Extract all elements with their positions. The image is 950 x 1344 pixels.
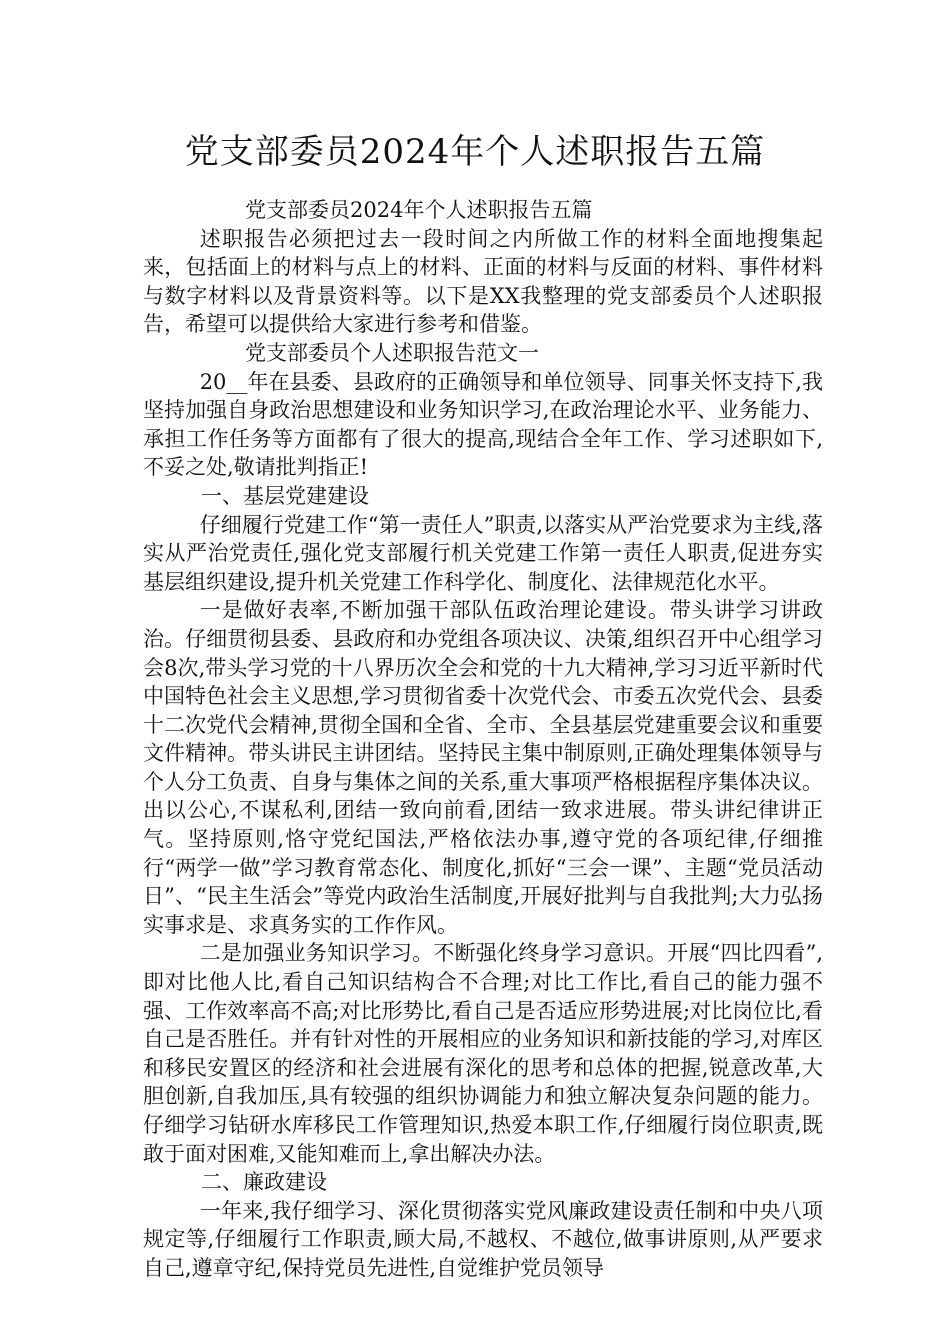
intro-paragraph: 述职报告必须把过去一段时间之内所做工作的材料全面地搜集起来，包括面上的材料与点上的材料、正面的材料与反面的材料、事件材料与数字材料以及背景资料等。以下是XX我整理的党支部委员个人述职报告，希望可以提供给大家进行参考和借鉴。 — [143, 226, 823, 337]
opening-paragraph: 20__年在县委、县政府的正确领导和单位领导、同事关怀支持下,我坚持加强自身政治思想建设和业务知识学习,在政治理论水平、业务能力、承担工作任务等方面都有了很大的提高,现结合全年工作、学习述职如下,不妥之处,敬请批判指正! — [143, 369, 823, 480]
section-heading-integrity: 二、廉政建设 — [201, 1170, 327, 1195]
sample-heading: 党支部委员个人述职报告范文一 — [245, 340, 539, 365]
paragraph-integrity: 一年来,我仔细学习、深化贯彻落实党风廉政建设责任制和中央八项规定等,仔细履行工作职责,顾大局,不越权、不越位,做事讲原则,从严要求自己,遵章守纪,保持党员先进性,自觉维护党员领导 — [143, 1198, 823, 1280]
paragraph-professional-learning: 二是加强业务知识学习。不断强化终身学习意识。开展“四比四看”,即对比他人比,看自己知识结构合不合理;对比工作比,看自己的能力强不强、工作效率高不高;对比形势比,看自己是否适应形势进展;对比岗位比,看自己是否胜任。并有针对性的开展相应的业务知识和新技能的学习,对库区和移民安置区的经济和社会进展有深化的思考和总体的把握,锐意改革,大胆创新,自我加压,具有较强的组织协调能力和独立解决复杂问题的能力。仔细学习钻研水库移民工作管理知识,热爱本职工作,仔细履行岗位职责,既敢于面对困难,又能知难而上,拿出解决办法。 — [143, 941, 823, 1166]
section-heading-party-building: 一、基层党建建设 — [201, 483, 369, 508]
document-title: 党支部委员2024年个人述职报告五篇 — [184, 132, 766, 172]
paragraph-political-theory: 一是做好表率,不断加强干部队伍政治理论建设。带头讲学习讲政治。仔细贯彻县委、县政府和办党组各项决议、决策,组织召开中心组学习会8次,带头学习党的十八界历次全会和党的十九大精神,学习习近平新时代中国特色社会主义思想,学习贯彻省委十次党代会、市委五次党代会、县委十二次党代会精神,贯彻全国和全省、全市、全县基层党建重要会议和重要文件精神。带头讲民主讲团结。坚持民主集中制原则,正确处理集体领导与个人分工负责、自身与集体之间的关系,重大事项严格根据程序集体决议。出以公心,不谋私利,团结一致向前看,团结一致求进展。带头讲纪律讲正气。坚持原则,恪守党纪国法,严格依法办事,遵守党的各项纪律,仔细推行“两学一做”学习教育常态化、制度化,抓好“三会一课”、主题“党员活动日”、“民主生活会”等党内政治生活制度,开展好批判与自我批判;大力弘扬实事求是、求真务实的工作作风。 — [143, 598, 823, 937]
document-body — [143, 196, 823, 1283]
document-subtitle: 党支部委员2024年个人述职报告五篇 — [245, 198, 593, 222]
paragraph-party-building-duties: 仔细履行党建工作“第一责任人”职责,以落实从严治党要求为主线,落实从严治党责任,强化党支部履行机关党建工作第一责任人职责,促进夯实基层组织建设,提升机关党建工作科学化、制度化、法律规范化水平。 — [143, 512, 823, 594]
